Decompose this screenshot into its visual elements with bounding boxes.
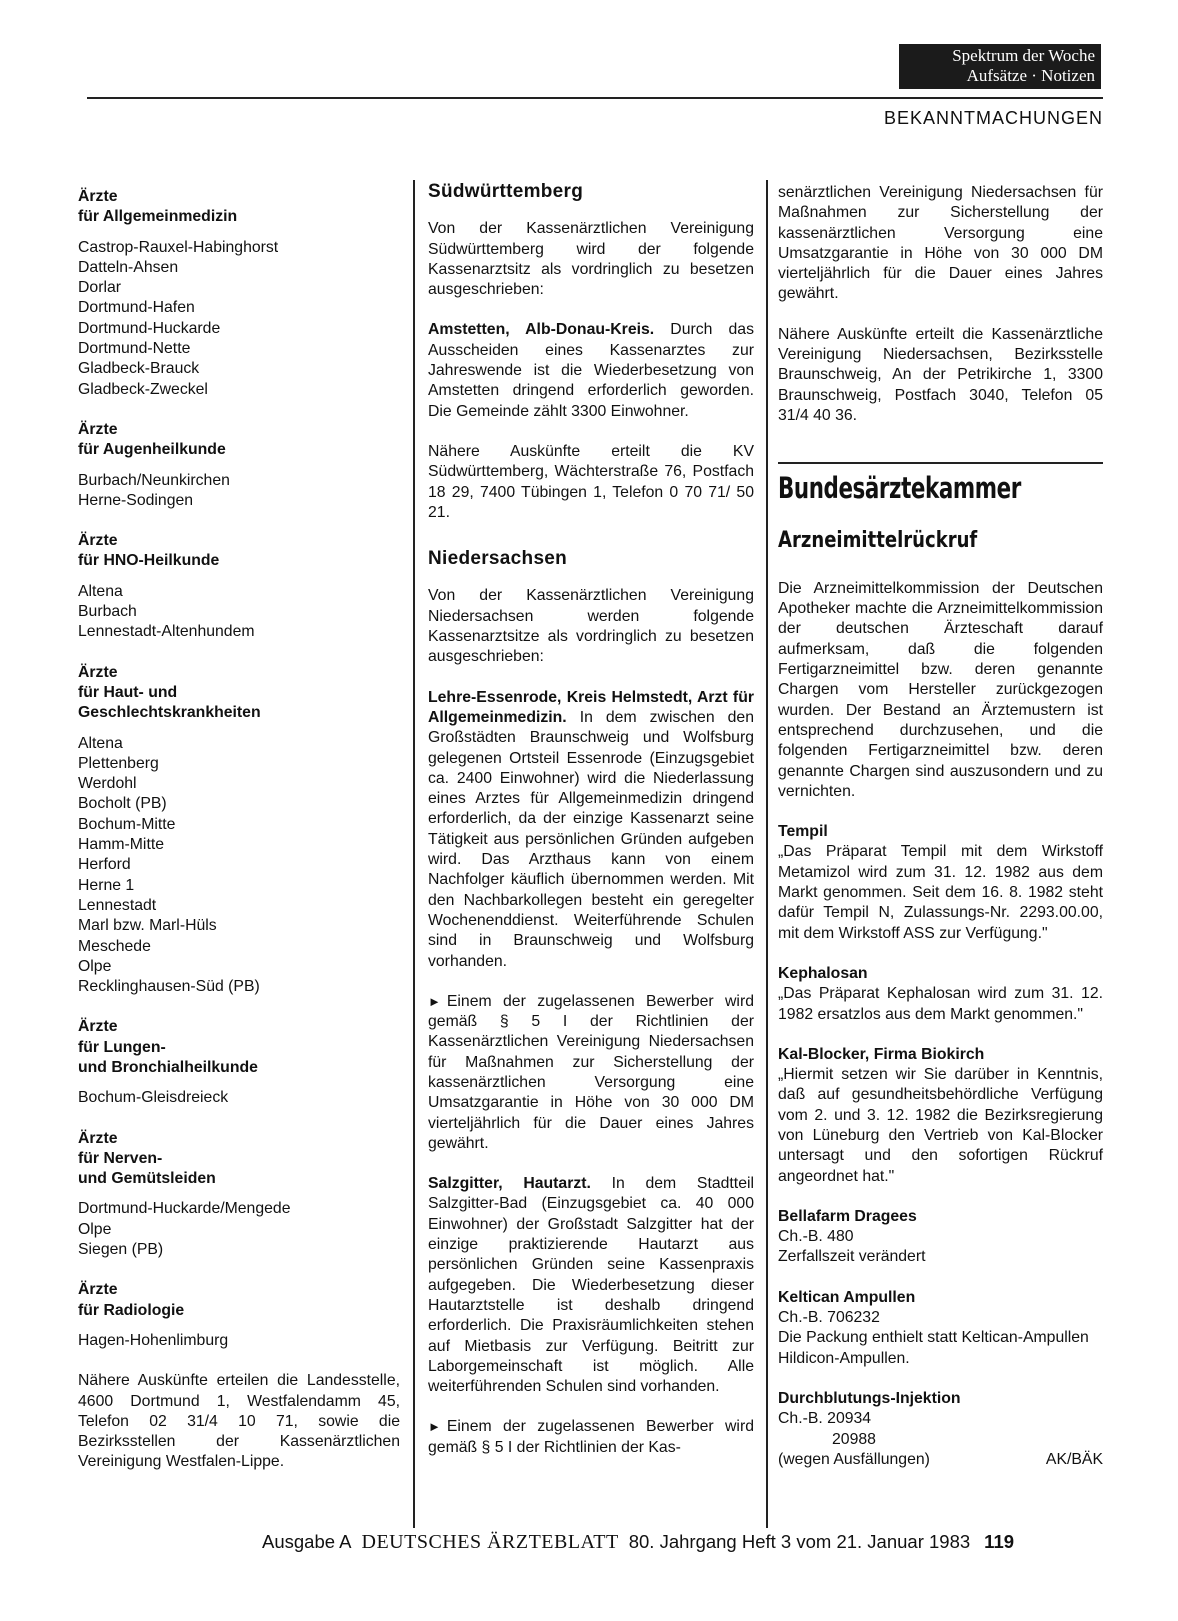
item-note: Zerfallszeit verändert bbox=[778, 1248, 926, 1266]
heading-line: Ärzte bbox=[78, 1018, 118, 1036]
batch-number-2: 20988 bbox=[832, 1430, 876, 1448]
section-rule bbox=[778, 462, 1103, 464]
wuerttemberg-contact: Nähere Auskünfte erteilt die KV Südwürttemberg, Wächterstraße 76, Postfach 18 29, 7400 Tübingen 1, Telefon 0 70 71/ 50 21. bbox=[428, 442, 754, 521]
item-heading: Lehre-Essenrode, Kreis Helmstedt, Arzt für Allgemeinmedizin. bbox=[428, 688, 754, 726]
recall-item-durchblutung bbox=[778, 1389, 1103, 1470]
place-item: Hamm-Mitte bbox=[78, 836, 165, 854]
heading-line: für Radiologie bbox=[78, 1301, 185, 1319]
niedersachsen-item-2 bbox=[428, 1174, 754, 1397]
item-quote: „Das Präparat Kephalosan wird zum 31. 12. 1982 ersatzlos aus dem Markt genommen." bbox=[778, 985, 1103, 1023]
heading-line: für Nerven- bbox=[78, 1149, 163, 1167]
badge-line-1: Spektrum der Woche bbox=[952, 46, 1095, 65]
specialty-heading bbox=[78, 1280, 400, 1321]
place-item: Recklinghausen-Süd (PB) bbox=[78, 978, 260, 996]
specialty-group bbox=[78, 663, 400, 998]
place-item: Bochum-Gleisdreieck bbox=[78, 1089, 229, 1107]
heading-line: für HNO-Heilkunde bbox=[78, 552, 220, 570]
item-quote: „Hiermit setzen wir Sie darüber in Kenntnis, daß auf gesundheitsbehördliche Verfügung vom 2. und 3. 12. 1982 die Bezirksregierung von Lüneburg den Vertrieb von Kal-Blocker untersagt und den sofortigen Rückruf angeordnet hat." bbox=[778, 1066, 1103, 1185]
place-list bbox=[78, 1331, 400, 1351]
heading-line: und Bronchialheilkunde bbox=[78, 1058, 258, 1076]
item-note: Die Packung enthielt statt Keltican-Ampullen Hildicon-Ampullen. bbox=[778, 1329, 1089, 1367]
heading-line: für Haut- und bbox=[78, 683, 178, 701]
recall-intro: Die Arzneimittelkommission der Deutschen Apotheker machte die Arzneimittelkommission der deutschen Ärzteschaft darauf aufmerksam, daß die folgenden Fertigarzneimittel bzw. deren genannte Chargen vom Hersteller zurückgezogen wurden. Der Bestand an Ärztemustern ist entsprechend durchzusehen, und die folgenden Fertigarzneimittel bzw. deren genannte Chargen sind auszusondern und zu vernichten. bbox=[778, 579, 1103, 800]
niedersachsen-contact: Nähere Auskünfte erteilt die Kassenärztliche Vereinigung Niedersachsen, Bezirksstelle Braunschweig, An der Petrikirche 1, 3300 Braunschweig, Postfach 3040, Telefon 05 31/4 40 36. bbox=[778, 325, 1103, 424]
recall-items bbox=[778, 822, 1103, 1187]
place-item: Dortmund-Hafen bbox=[78, 299, 195, 317]
col1-contact: Nähere Auskünfte erteilen die Landesstelle, 4600 Dortmund 1, Westfalendamm 45, Telefon 02 31/4 10 71, sowie die Bezirksstellen der Kassenärztlichen Vereinigung Westfalen-Lippe. bbox=[78, 1372, 400, 1471]
item-name: Kal-Blocker, Firma Biokirch bbox=[778, 1045, 985, 1063]
heading-line: und Gemütsleiden bbox=[78, 1170, 216, 1188]
heading-line: Ärzte bbox=[78, 1281, 118, 1299]
place-item: Olpe bbox=[78, 957, 112, 975]
place-item: Herne-Sodingen bbox=[78, 491, 194, 509]
niedersachsen-guarantee-1 bbox=[428, 992, 754, 1154]
item-note: (wegen Ausfällungen) bbox=[778, 1450, 930, 1468]
heading-line: für Augenheilkunde bbox=[78, 441, 226, 459]
heading-line: Ärzte bbox=[78, 1129, 118, 1147]
place-item: Hagen-Hohenlimburg bbox=[78, 1331, 229, 1349]
batch-number: Ch.-B. 480 bbox=[778, 1228, 854, 1246]
batch-number: Ch.-B. 20934 bbox=[778, 1410, 872, 1428]
item-footer bbox=[778, 1450, 1103, 1470]
recall-item bbox=[778, 822, 1103, 944]
specialty-groups bbox=[78, 187, 400, 1351]
place-item: Bocholt (PB) bbox=[78, 795, 167, 813]
specialty-group bbox=[78, 1280, 400, 1351]
place-item: Dortmund-Huckarde/Mengede bbox=[78, 1200, 291, 1218]
item-text: In dem zwischen den Großstädten Braunschweig und Wolfsburg gelegenen Ortsteil Essenrode (Einzugsgebiet ca. 2400 Einwohner) wird die Niederlassung eines Arztes für Allgemeinmedizin dringend erforderlich, da der einzige Kassenarzt seine Tätigkeit aus persönlichen Gründen aufgeben wird. Das Arzthaus kann von einem Nachfolger käuflich übernommen werden. Mit den Nachbarkollegen besteht ein geregelter Wochenenddienst. Weiterführende Schulen sind in Braunschweig und Wolfsburg vorhanden. bbox=[428, 708, 754, 970]
recall-item-keltican bbox=[778, 1288, 1103, 1369]
wuerttemberg-intro: Von der Kassenärztlichen Vereinigung Südwürttemberg wird der folgende Kassenarztsitz als vordringlich zu besetzen ausgeschrieben: bbox=[428, 220, 754, 299]
heading-line: für Allgemeinmedizin bbox=[78, 208, 238, 226]
heading-line: Ärzte bbox=[78, 663, 118, 681]
place-item: Gladbeck-Brauck bbox=[78, 360, 200, 378]
column-3 bbox=[778, 183, 1103, 1490]
place-list bbox=[78, 238, 400, 400]
item-heading: Salzgitter, Hautarzt. bbox=[428, 1175, 591, 1193]
section-badge bbox=[899, 44, 1101, 89]
heading-line: Geschlechtskrankheiten bbox=[78, 704, 261, 722]
item-heading: Amstetten, Alb-Donau-Kreis. bbox=[428, 321, 655, 339]
column-1 bbox=[78, 187, 400, 1473]
heading-line: Ärzte bbox=[78, 420, 118, 438]
chamber-title: Bundesärztekammer bbox=[778, 471, 1021, 506]
arrow-icon: ► bbox=[428, 1419, 441, 1435]
place-list bbox=[78, 1088, 400, 1108]
issue-info: 80. Jahrgang Heft 3 vom 21. Januar 1983 bbox=[628, 1531, 971, 1552]
place-item: Altena bbox=[78, 734, 123, 752]
place-item: Dortmund-Huckarde bbox=[78, 319, 221, 337]
place-item: Lennestadt-Altenhundem bbox=[78, 623, 255, 641]
section-label: BEKANNTMACHUNGEN bbox=[883, 108, 1103, 128]
column-rule-2 bbox=[766, 180, 768, 1528]
place-item: Herne 1 bbox=[78, 876, 135, 894]
specialty-group bbox=[78, 1017, 400, 1108]
guarantee-text: Einem der zugelassenen Bewerber wird gemäß § 5 I der Richtlinien der Kassenärztlichen Vereinigung Niedersachsen für Maßnahmen zur Sicherstellung der kassenärztlichen Versorgung eine Umsatzgarantie in Höhe von 30 000 DM vierteljährlich für die Dauer eines Jahres gewährt. bbox=[428, 992, 754, 1152]
region-title-niedersachsen: Niedersachsen bbox=[428, 548, 568, 570]
heading-line: Ärzte bbox=[78, 532, 118, 550]
place-item: Olpe bbox=[78, 1220, 112, 1238]
place-item: Werdohl bbox=[78, 775, 137, 793]
place-item: Meschede bbox=[78, 937, 151, 955]
region-title-suedwuerttemberg: Südwürttemberg bbox=[428, 181, 584, 202]
place-item: Bochum-Mitte bbox=[78, 815, 176, 833]
place-item: Plettenberg bbox=[78, 754, 159, 772]
page-footer bbox=[262, 1531, 1104, 1554]
specialty-group bbox=[78, 420, 400, 511]
badge-line-2: Aufsätze · Notizen bbox=[966, 66, 1095, 85]
recall-item bbox=[778, 964, 1103, 1025]
place-list bbox=[78, 471, 400, 512]
wuerttemberg-item bbox=[428, 320, 754, 421]
place-item: Castrop-Rauxel-Habinghorst bbox=[78, 238, 279, 256]
place-item: Gladbeck-Zweckel bbox=[78, 380, 208, 398]
place-item: Datteln-Ahsen bbox=[78, 258, 179, 276]
item-text: In dem Stadtteil Salzgitter-Bad (Einzugsgebiet ca. 40 000 Einwohner) der Großstadt Salzgitter hat der einzige praktizierende Hautarzt aus persönlichen Gründen seine Kassenpraxis aufgegeben. Die Wiederbesetzung dieser Hautarztstelle ist deshalb dringend erforderlich. Die Praxisräumlichkeiten stehen auf Mietbasis zur Verfügung. Beitritt zur Laborgemeinschaft ist möglich. Alle weiterführenden Schulen sind vorhanden. bbox=[428, 1175, 754, 1396]
arrow-icon: ► bbox=[428, 993, 441, 1009]
place-list bbox=[78, 1199, 400, 1260]
specialty-heading bbox=[78, 663, 400, 724]
journal-title: DEUTSCHES ÄRZTEBLATT bbox=[361, 1531, 619, 1553]
place-item: Dorlar bbox=[78, 279, 122, 297]
heading-line: für Lungen- bbox=[78, 1038, 166, 1056]
place-item: Siegen (PB) bbox=[78, 1241, 164, 1259]
place-item: Lennestadt bbox=[78, 896, 157, 914]
place-item: Altena bbox=[78, 582, 123, 600]
item-text: Durch das Ausscheiden eines Kassenarztes zur Jahreswende ist die Wiederbesetzung von Amstetten dringend erforderlich geworden. Die Gemeinde zählt 3300 Einwohner. bbox=[428, 321, 754, 420]
item-name: Bellafarm Dragees bbox=[778, 1207, 917, 1225]
specialty-heading bbox=[78, 187, 400, 228]
place-list bbox=[78, 582, 400, 643]
specialty-group bbox=[78, 531, 400, 642]
header-rule bbox=[87, 97, 1103, 99]
specialty-heading bbox=[78, 1129, 400, 1190]
specialty-heading bbox=[78, 531, 400, 572]
place-item: Dortmund-Nette bbox=[78, 340, 191, 358]
item-name: Durchblutungs-Injektion bbox=[778, 1389, 961, 1407]
edition: Ausgabe A bbox=[262, 1531, 352, 1552]
place-item: Burbach bbox=[78, 603, 137, 621]
niedersachsen-guarantee-2 bbox=[428, 1417, 754, 1458]
item-name: Keltican Ampullen bbox=[778, 1288, 916, 1306]
recall-item-bellafarm bbox=[778, 1207, 1103, 1268]
niedersachsen-item-1 bbox=[428, 688, 754, 972]
place-list bbox=[78, 734, 400, 998]
specialty-heading bbox=[78, 420, 400, 461]
specialty-heading bbox=[78, 1017, 400, 1078]
page-number: 119 bbox=[984, 1531, 1015, 1552]
continued-guarantee: senärztlichen Vereinigung Niedersachsen für Maßnahmen zur Sicherstellung der kassenärztlichen Versorgung eine Umsatzgarantie in Höhe von 30 000 DM vierteljährlich für die Dauer eines Jahres gewährt. bbox=[778, 184, 1103, 303]
recall-item bbox=[778, 1045, 1103, 1187]
item-name: Tempil bbox=[778, 823, 828, 841]
place-item: Herford bbox=[78, 856, 131, 874]
heading-line: Ärzte bbox=[78, 188, 118, 205]
specialty-group bbox=[78, 1129, 400, 1261]
guarantee-text: Einem der zugelassenen Bewerber wird gemäß § 5 I der Richtlinien der Kas- bbox=[428, 1418, 754, 1456]
column-2 bbox=[428, 182, 754, 1458]
place-item: Marl bzw. Marl-Hüls bbox=[78, 917, 217, 935]
place-item: Burbach/Neunkirchen bbox=[78, 471, 230, 489]
signature: AK/BÄK bbox=[1045, 1450, 1103, 1468]
item-quote: „Das Präparat Tempil mit dem Wirkstoff Metamizol wird zum 31. 12. 1982 aus dem Markt genommen. Seit dem 16. 8. 1982 steht dafür Tempil N, Zulassungs-Nr. 2293.00.00, mit dem Wirkstoff ASS zur Verfügung." bbox=[778, 843, 1103, 942]
specialty-group bbox=[78, 187, 400, 400]
column-rule-1 bbox=[413, 180, 415, 1528]
item-name: Kephalosan bbox=[778, 964, 868, 982]
recall-title: Arzneimittelrückruf bbox=[778, 527, 978, 553]
batch-number: Ch.-B. 706232 bbox=[778, 1309, 880, 1327]
niedersachsen-intro: Von der Kassenärztlichen Vereinigung Niedersachsen werden folgende Kassenarztsitze als vordringlich zu besetzen ausgeschrieben: bbox=[428, 587, 754, 666]
